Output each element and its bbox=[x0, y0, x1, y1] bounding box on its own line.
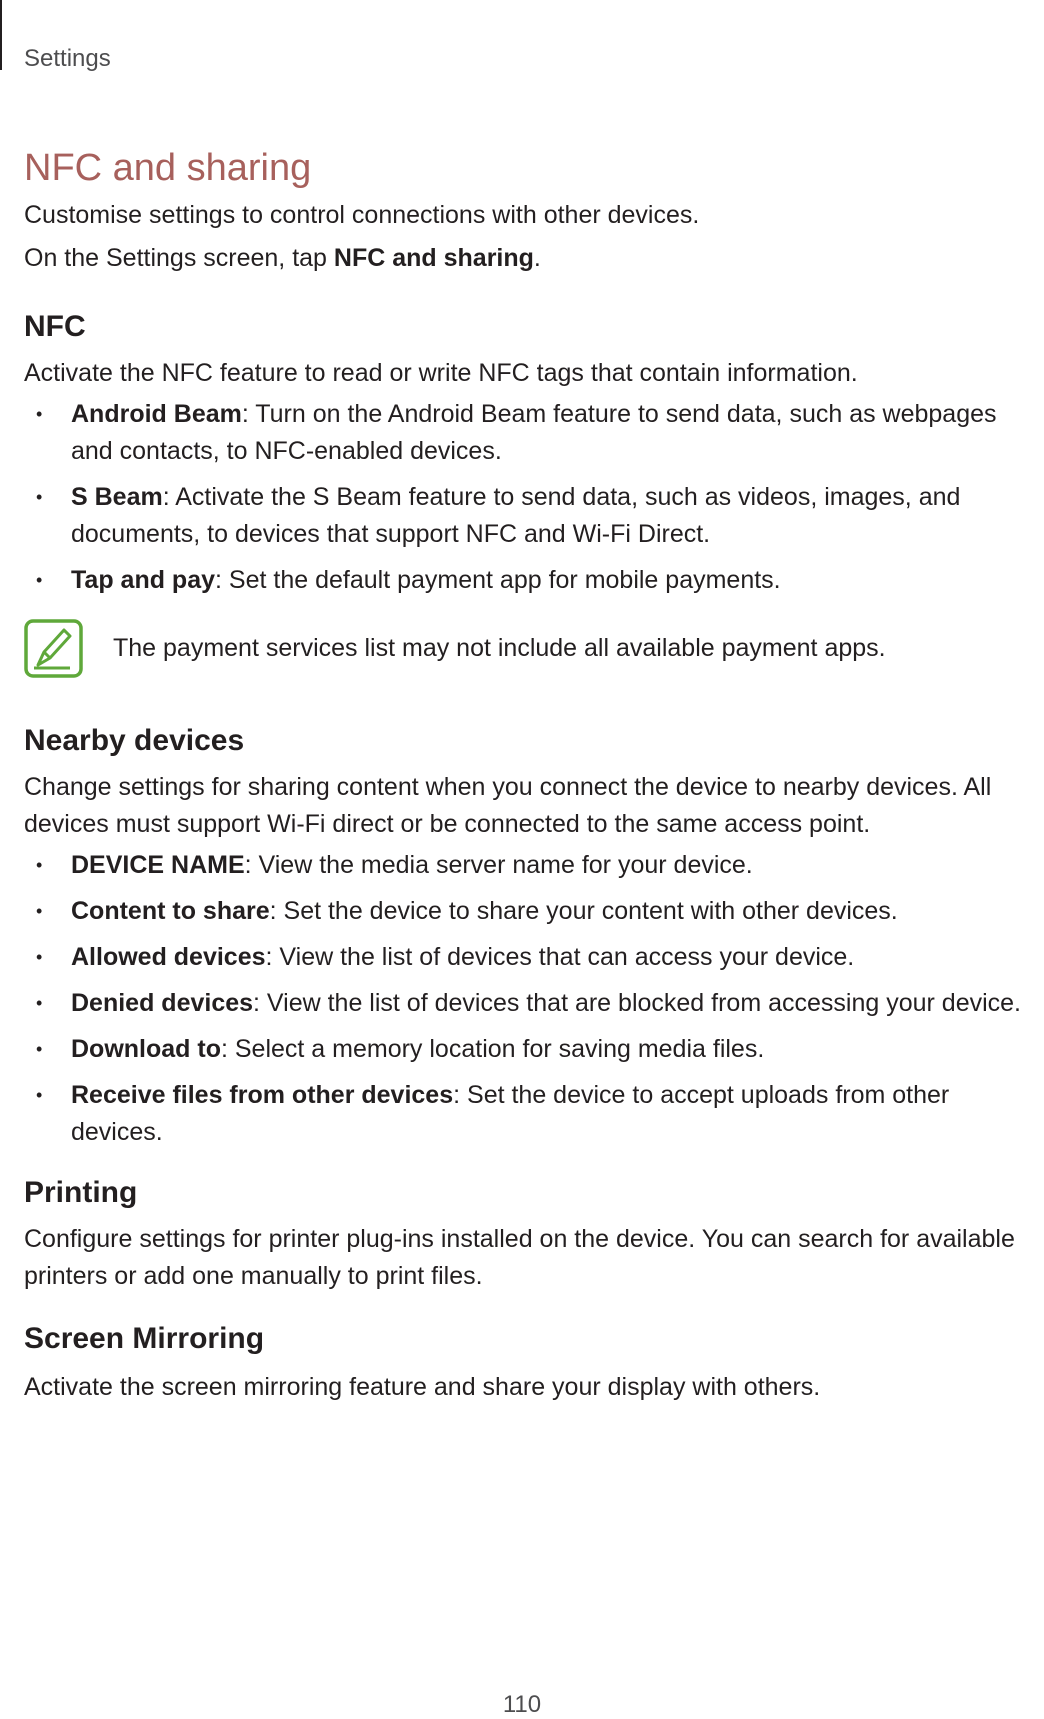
intro-paragraph: Customise settings to control connections with other devices. bbox=[24, 201, 700, 229]
bullet-dot-icon: • bbox=[36, 1085, 43, 1105]
option-term: Allowed devices bbox=[71, 943, 266, 971]
nfc-options-list bbox=[24, 396, 1039, 599]
option-text: : Set the device to accept uploads from other devices. bbox=[71, 1081, 950, 1146]
nearby-options-list bbox=[24, 847, 1039, 1151]
printing-description: Configure settings for printer plug-ins installed on the device. You can search for available printers or add one manually to print files. bbox=[24, 1225, 1015, 1290]
instruction-prefix: On the Settings screen, tap bbox=[24, 244, 334, 272]
bullet-dot-icon: • bbox=[36, 993, 43, 1013]
note-text: The payment services list may not include all available payment apps. bbox=[113, 634, 886, 662]
nfc-heading: NFC bbox=[24, 310, 86, 343]
list-item bbox=[24, 847, 1039, 884]
option-text: : Set the default payment app for mobile payments. bbox=[215, 566, 781, 594]
instruction-paragraph bbox=[24, 240, 1039, 277]
option-text: : View the list of devices that are blocked from accessing your device. bbox=[253, 989, 1021, 1017]
option-term: DEVICE NAME bbox=[71, 851, 245, 879]
page-content bbox=[24, 145, 1039, 1406]
bullet-dot-icon: • bbox=[36, 487, 43, 507]
screen-mirroring-heading: Screen Mirroring bbox=[24, 1322, 265, 1355]
option-term: S Beam bbox=[71, 483, 163, 511]
list-item bbox=[24, 479, 1039, 553]
list-item bbox=[24, 396, 1039, 470]
option-text: : View the media server name for your device. bbox=[244, 851, 753, 879]
page-title: NFC and sharing bbox=[24, 147, 312, 189]
option-text: : Select a memory location for saving media files. bbox=[220, 1035, 765, 1063]
option-term: Download to bbox=[71, 1035, 221, 1063]
nearby-devices-description: Change settings for sharing content when you connect the device to nearby devices. All devices must support Wi-Fi direct or be connected to the same access point. bbox=[24, 773, 992, 838]
bullet-dot-icon: • bbox=[36, 1039, 43, 1059]
list-item bbox=[24, 985, 1039, 1022]
option-text: : Set the device to share your content with other devices. bbox=[269, 897, 898, 925]
list-item bbox=[24, 1077, 1039, 1151]
option-term: Content to share bbox=[71, 897, 270, 925]
instruction-suffix: . bbox=[533, 244, 541, 272]
option-term: Tap and pay bbox=[71, 566, 216, 594]
instruction-menu-name: NFC and sharing bbox=[333, 244, 534, 272]
option-term: Denied devices bbox=[71, 989, 254, 1017]
running-head: Settings bbox=[24, 45, 111, 72]
page-edge-rule bbox=[0, 0, 2, 70]
list-item bbox=[24, 562, 1039, 599]
option-text: : Turn on the Android Beam feature to send data, such as webpages and contacts, to NFC-enabled devices. bbox=[71, 400, 997, 465]
option-term: Android Beam bbox=[71, 400, 242, 428]
nearby-devices-heading: Nearby devices bbox=[24, 724, 245, 757]
option-term: Receive files from other devices bbox=[71, 1081, 454, 1109]
bullet-dot-icon: • bbox=[36, 404, 43, 424]
nfc-description: Activate the NFC feature to read or write NFC tags that contain information. bbox=[24, 359, 858, 387]
list-item bbox=[24, 939, 1039, 976]
option-text: : View the list of devices that can access your device. bbox=[265, 943, 855, 971]
screen-mirroring-description: Activate the screen mirroring feature and share your display with others. bbox=[24, 1373, 821, 1401]
note-box bbox=[24, 619, 1039, 679]
list-item bbox=[24, 1031, 1039, 1068]
printing-heading: Printing bbox=[24, 1176, 138, 1209]
option-text: : Activate the S Beam feature to send data, such as videos, images, and documents, to devices that support NFC and Wi-Fi Direct. bbox=[71, 483, 961, 548]
page-number: 110 bbox=[502, 1691, 542, 1718]
list-item bbox=[24, 893, 1039, 930]
bullet-dot-icon: • bbox=[36, 570, 43, 590]
bullet-dot-icon: • bbox=[36, 947, 43, 967]
note-check-icon bbox=[24, 619, 83, 678]
bullet-dot-icon: • bbox=[36, 855, 43, 875]
bullet-dot-icon: • bbox=[36, 901, 43, 921]
